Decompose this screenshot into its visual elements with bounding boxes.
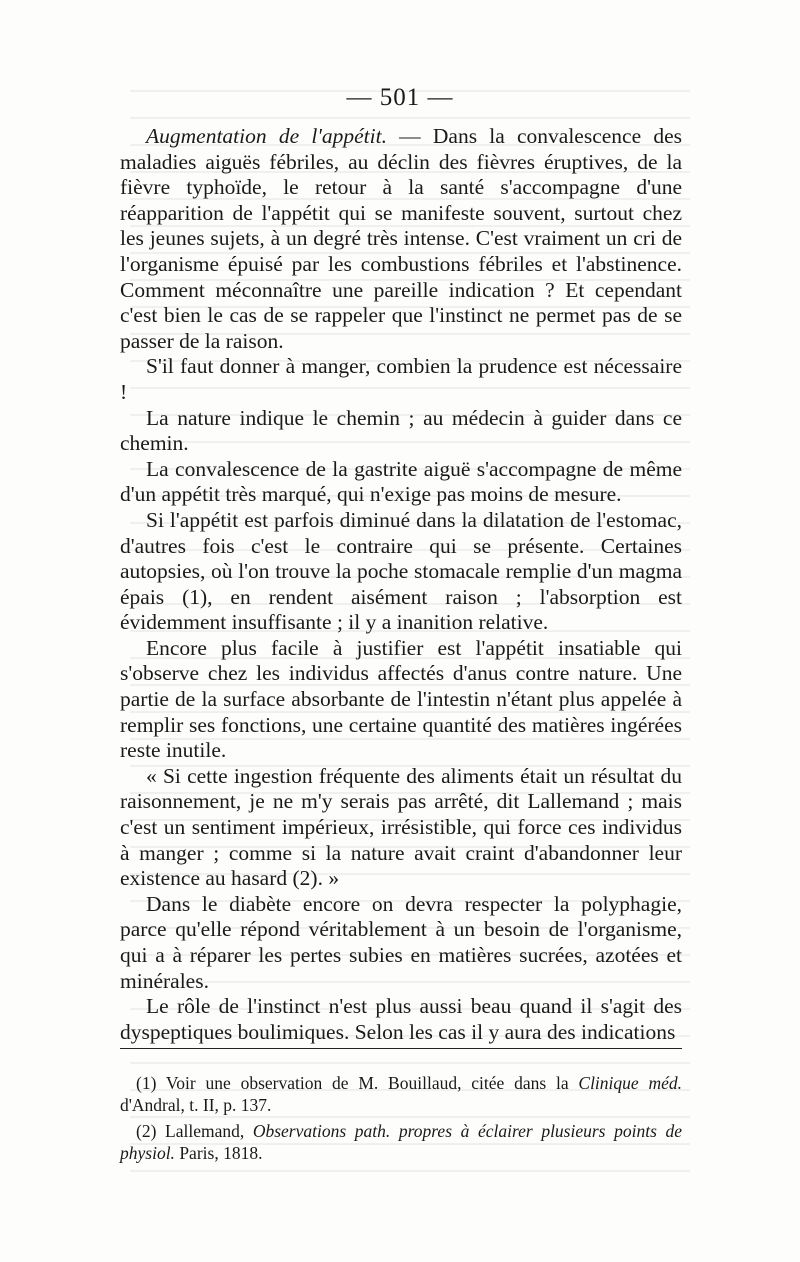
paragraph-quote: « Si cette ingestion fréquente des aliments était un résultat du raisonnement, je ne m'y serais pas arrêté, dit Lallemand ; mais c'est un sentiment impérieux, irrésistible, qui force ces individus à manger ; comme si la nature avait craint d'abandonner leur existence au hasard (2). »: [120, 763, 682, 891]
footnote-2: [120, 1120, 682, 1164]
footnote-italic-title: Clinique méd.: [578, 1073, 682, 1093]
paragraph: Encore plus facile à justifier est l'appétit insatiable qui s'observe chez les individus affectés d'anus contre nature. Une partie de la surface absorbante de l'intestin n'étant plus appelée à remplir ses fonctions, une certaine quantité des matières ingérées reste inutile.: [120, 635, 682, 763]
footnote-text: Paris, 1818.: [174, 1143, 263, 1163]
page-number: — 501 —: [346, 84, 454, 111]
footnote-italic-title: Observations path. propres à éclairer plusieurs points de physiol.: [120, 1121, 683, 1163]
paragraph: Le rôle de l'instinct n'est plus aussi beau quand il s'agit des dyspeptiques boulimiques. Selon les cas il y aura des indications: [120, 994, 682, 1044]
paragraph: La nature indique le chemin ; au médecin à guider dans ce chemin.: [120, 405, 682, 456]
section-heading: Augmentation de l'appétit.: [146, 124, 387, 148]
footnote-text: (2) Lallemand,: [136, 1121, 253, 1141]
footnote-text: (1) Voir une observation de M. Bouillaud, citée dans la: [136, 1073, 579, 1093]
paragraph-appetite-increase: [120, 124, 682, 354]
body-text: [120, 124, 682, 1045]
paragraph: Si l'appétit est parfois diminué dans la dilatation de l'estomac, d'autres fois c'est le contraire qui se présente. Certaines autopsies, où l'on trouve la poche stomacale remplie d'un magma épais (1), en rendent aisément raison ; l'absorption est évidemment insuffisante ; il y a inanition relative.: [120, 507, 682, 635]
paragraph: La convalescence de la gastrite aiguë s'accompagne de même d'un appétit très marqué, qui n'exige pas moins de mesure.: [120, 456, 682, 507]
footnote-rule: [120, 1048, 682, 1049]
paragraph-text: — Dans la convalescence des maladies aiguës fébriles, au déclin des fièvres éruptives, de la fièvre typhoïde, le retour à la santé s'accompagne d'une réapparition de l'appétit qui se manifeste souvent, surtout chez les jeunes sujets, à un degré très intense. C'est vraiment un cri de l'organisme épuisé par les combustions fébriles et l'abstinence. Comment méconnaître une pareille indication ? Et cependant c'est bien le cas de se rappeler que l'instinct ne permet pas de se passer de la raison.: [120, 124, 682, 353]
footnote-text: d'Andral, t. II, p. 137.: [120, 1095, 272, 1115]
footnotes: [120, 1072, 682, 1168]
footnote-1: [120, 1072, 682, 1116]
paragraph: S'il faut donner à manger, combien la prudence est nécessaire !: [120, 354, 682, 404]
paragraph: Dans le diabète encore on devra respecter la polyphagie, parce qu'elle répond véritablement à un besoin de l'organisme, qui a à réparer les pertes subies en matières sucrées, azotées et minérales.: [120, 891, 682, 993]
